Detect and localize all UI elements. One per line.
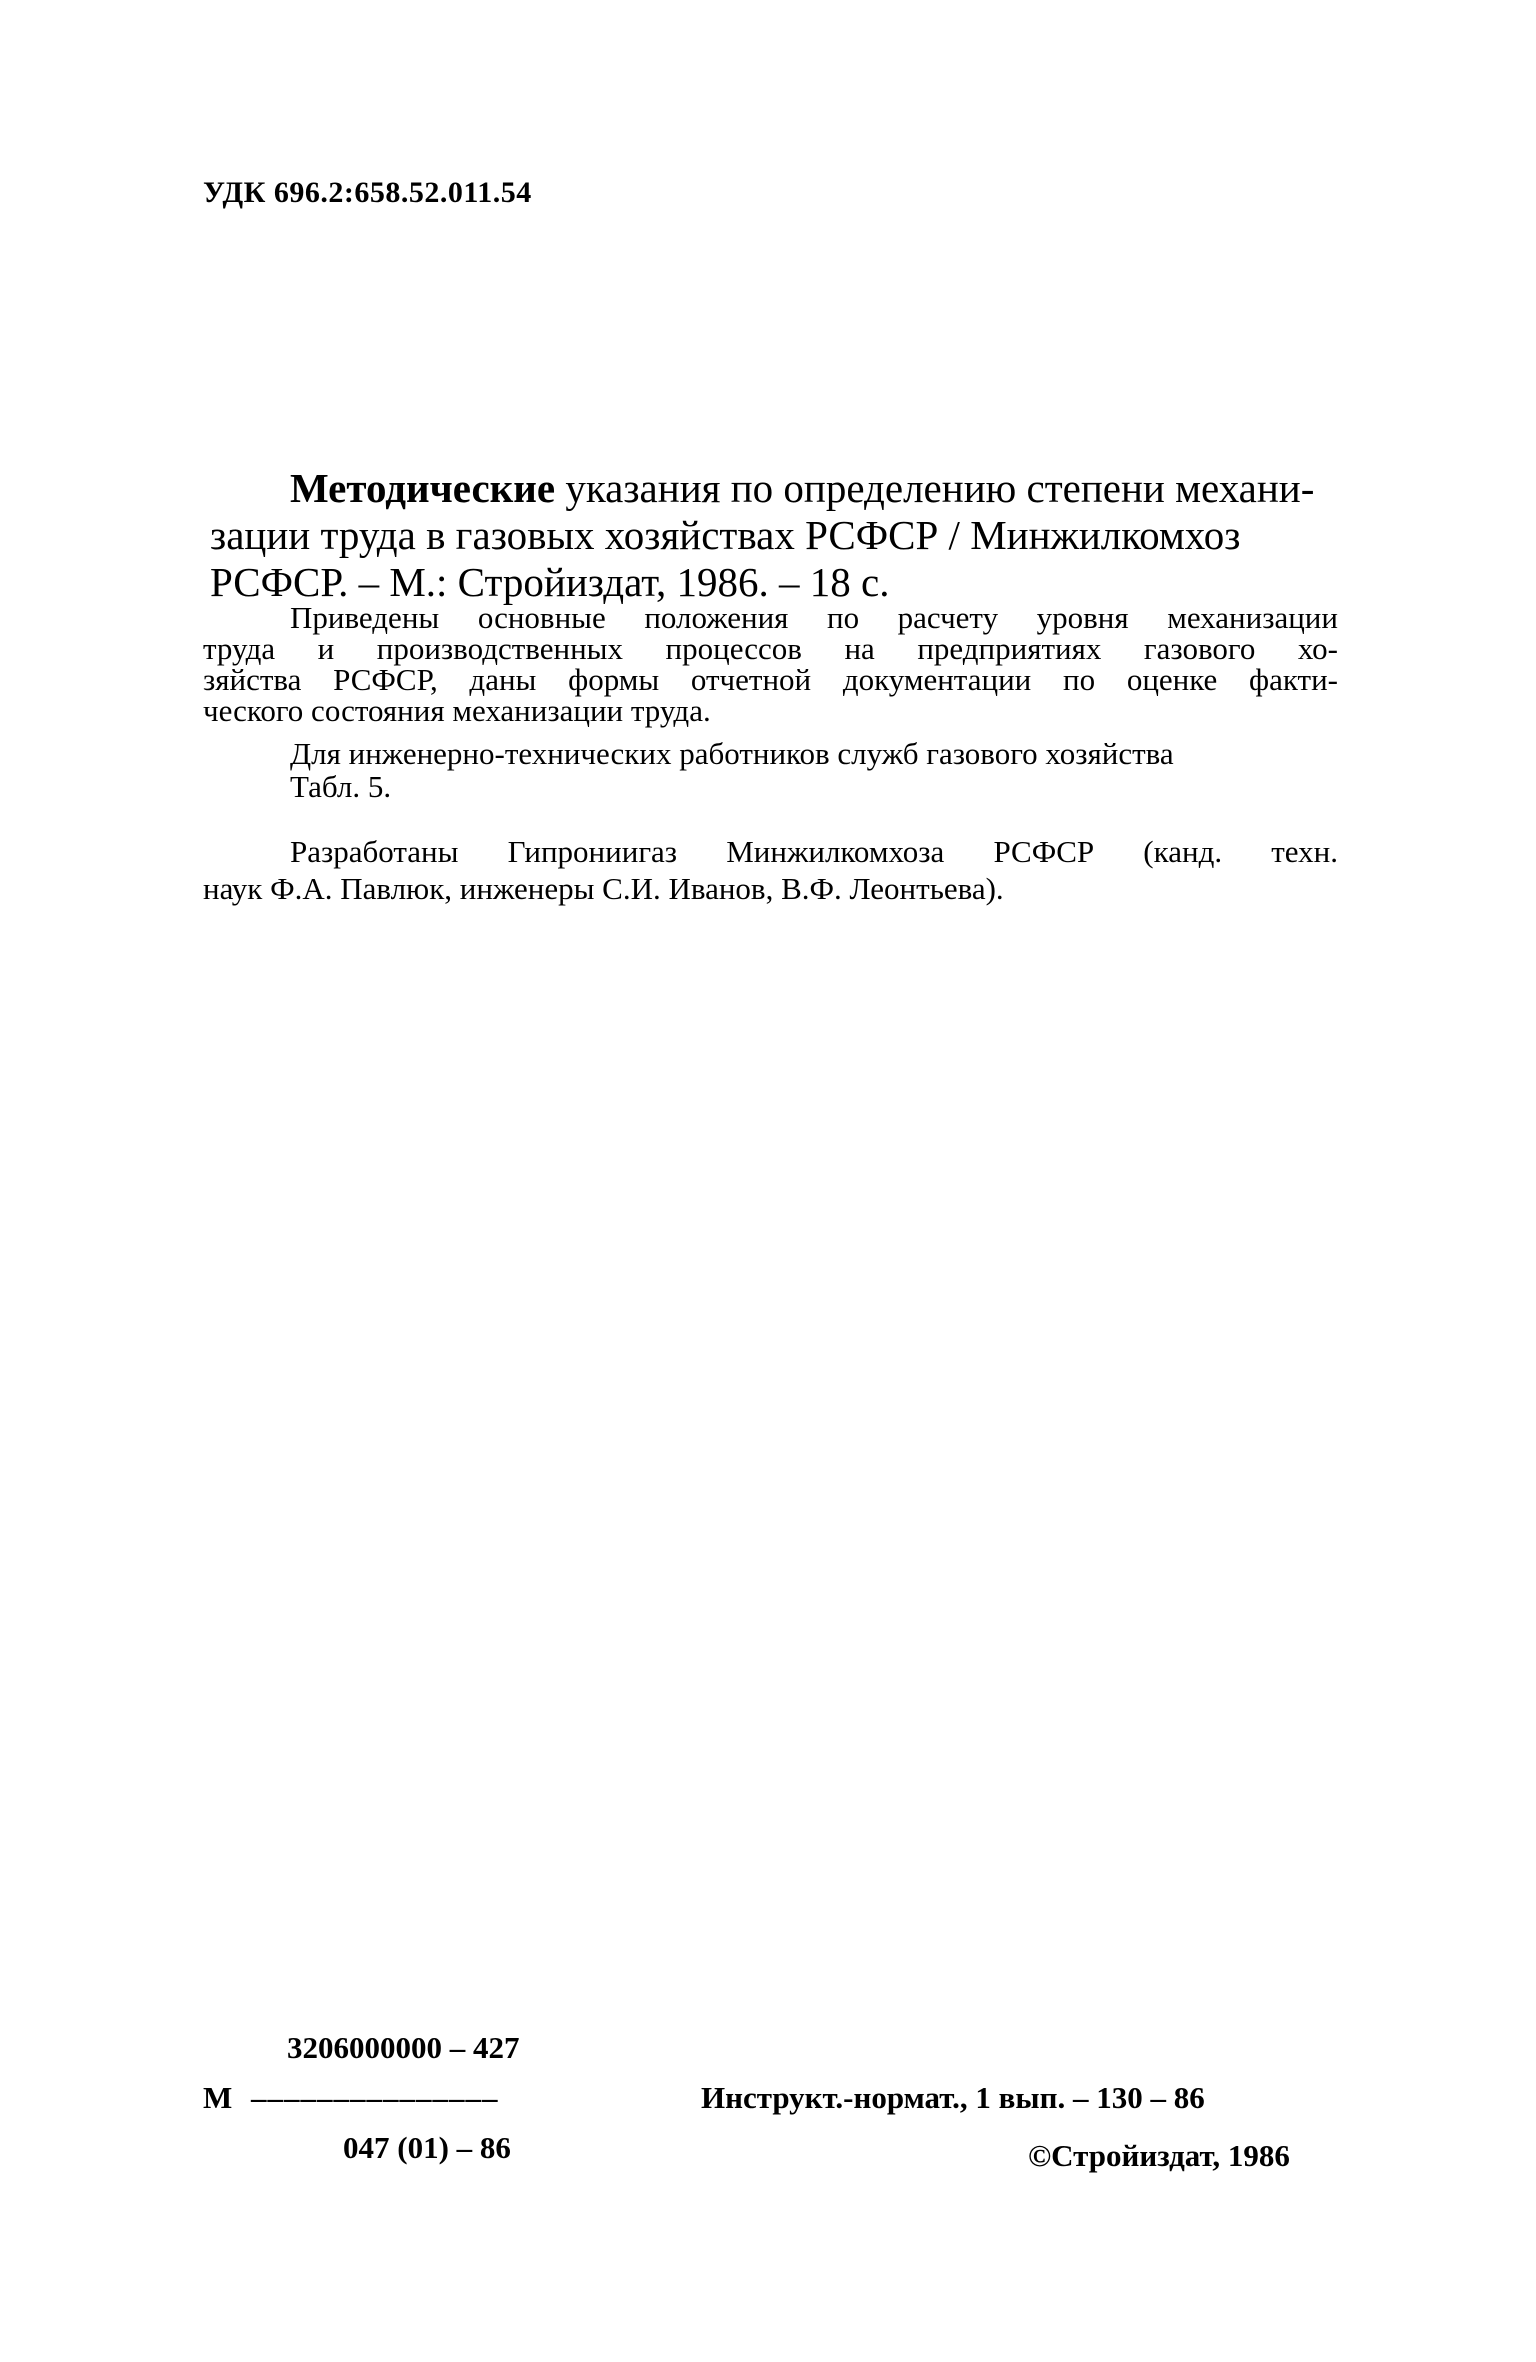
copyright-notice: ©Стройиздат, 1986 bbox=[1028, 2138, 1290, 2173]
biblio-title-rest: указания по определению степени механи- bbox=[555, 465, 1315, 511]
catalog-code-numerator: 3206000000 – 427 bbox=[287, 2030, 520, 2065]
bibliographic-description bbox=[210, 465, 1338, 606]
abstract-line: зяйства РСФСР, даны формы отчетной документации по оценке факти- bbox=[203, 662, 1338, 697]
biblio-title-bold: Методические bbox=[290, 465, 556, 511]
audience-note bbox=[203, 737, 1338, 803]
catalog-code-denominator: 047 (01) – 86 bbox=[343, 2130, 511, 2165]
abstract-line: труда и производственных процессов на предприятиях газового хо- bbox=[203, 631, 1338, 666]
authors-line: Разработаны Гипрониигаз Минжилкомхоза РСФСР (канд. техн. bbox=[290, 834, 1338, 869]
authors-line: наук Ф.А. Павлюк, инженеры С.И. Иванов, В.Ф. Леонтьева). bbox=[203, 871, 1004, 906]
biblio-line-3: РСФСР. – М.: Стройиздат, 1986. – 18 с. bbox=[210, 559, 890, 605]
tables-count: Табл. 5. bbox=[290, 769, 392, 804]
abstract-line: ческого состояния механизации труда. bbox=[203, 693, 711, 728]
imprint-block bbox=[203, 2030, 1338, 2190]
abstract bbox=[203, 602, 1338, 726]
audience-line: Для инженерно-технических работников служб газового хозяйства bbox=[290, 736, 1174, 771]
catalog-code-fraction-line: ––––––––––––––– bbox=[251, 2080, 499, 2115]
biblio-line-1 bbox=[290, 465, 1338, 512]
biblio-line-2: зации труда в газовых хозяйствах РСФСР / Минжилкомхоз bbox=[210, 512, 1241, 558]
udk-code: УДК 696.2:658.52.011.54 bbox=[203, 176, 532, 209]
authors-note bbox=[203, 833, 1338, 907]
instruction-plan-number: Инструкт.-нормат., 1 вып. – 130 – 86 bbox=[701, 2080, 1205, 2115]
abstract-line: Приведены основные положения по расчету уровня механизации bbox=[290, 600, 1338, 635]
catalog-code-letter: М bbox=[203, 2080, 233, 2115]
